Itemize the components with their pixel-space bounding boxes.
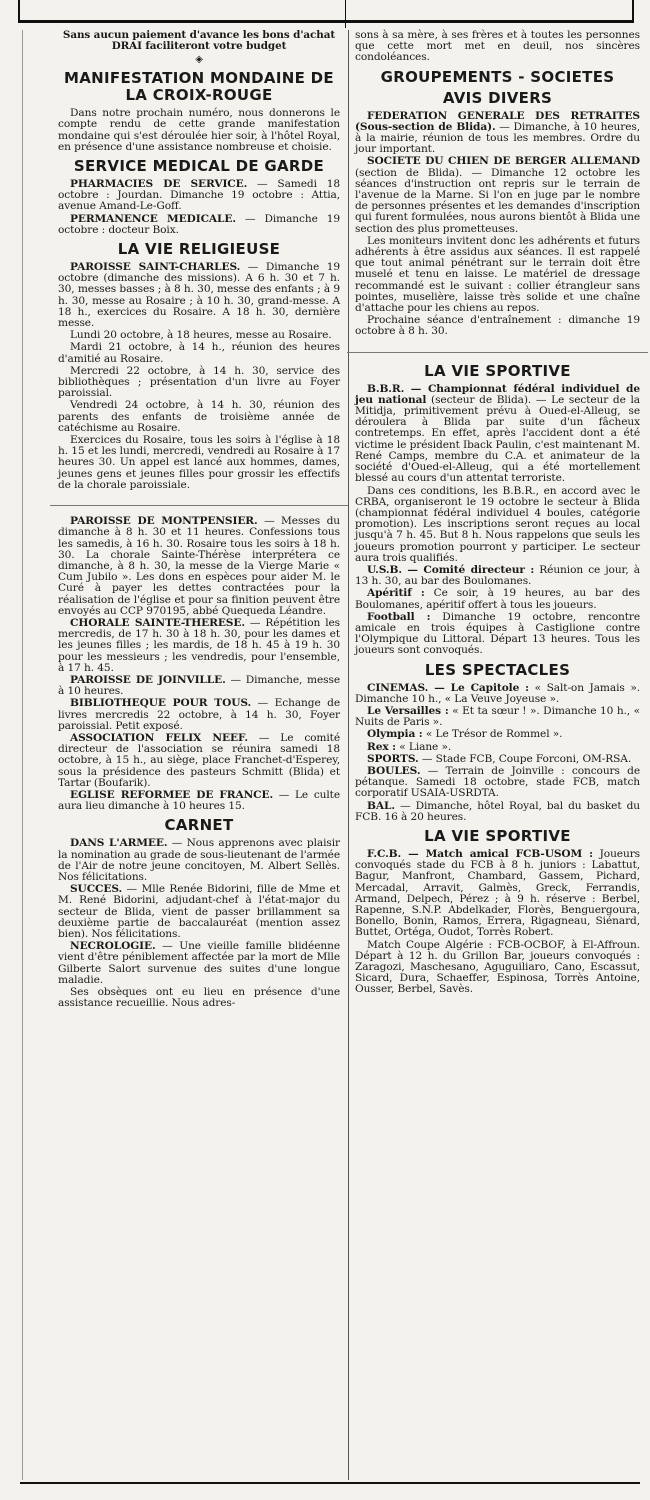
paragraph-montpensier xyxy=(58,516,340,617)
paragraph-permanence xyxy=(58,214,340,236)
heading-carnet: CARNET xyxy=(164,816,234,835)
paragraph-rosaire: Exercices du Rosaire, tous les soirs à l'église à 18 h. 15 et les lundi, mercredi, vendredi au Rosaire à 17 heures 30. Un appel est lancé aux hommes, dames, jeunes gens et jeunes filles pour grossir les effectifs de la chorale paroissiale. xyxy=(58,434,340,491)
page-header-fragment xyxy=(0,0,650,28)
header-box xyxy=(18,0,634,23)
kw-bal: BAL. xyxy=(367,799,395,812)
paragraph-succes xyxy=(58,884,340,940)
kw-chien-berger: SOCIETE DU CHIEN DE BERGER ALLEMAND xyxy=(367,155,640,168)
kw-olympia: Olympia : xyxy=(367,728,423,741)
paragraph-lundi: Lundi 20 octobre, à 18 heures, messe au Rosaire. xyxy=(70,329,332,342)
paragraph-bbr xyxy=(355,384,640,485)
kw-saint-charles: PAROISSE SAINT-CHARLES. xyxy=(70,261,241,274)
column-divider xyxy=(348,30,349,1480)
text-federation: — Dimanche, à 10 heures, à la mairie, réunion de tous les membres. Ordre du jour important. xyxy=(355,120,640,156)
paragraph-usb xyxy=(355,565,640,587)
text-sports: — Stade FCB, Coupe Forconi, OM-RSA. xyxy=(418,752,632,765)
bottom-rule xyxy=(20,1482,640,1484)
kw-football: Football : xyxy=(367,610,431,623)
paragraph-condoleances: sons à sa mère, à ses frères et à toutes les personnes que cette mort met en deuil, nos sincères condoléances. xyxy=(355,29,640,64)
section-separator xyxy=(50,505,348,506)
text-fcb: Joueurs convoqués stade du FCB à 8 h. juniors : Labattut, Bagur, Manfront, Chambard, Gassem, Pichard, Mercadal, Arravit, Galmès, Greck, Ferrandis, Armand, Delpech, Pérez ; à 9 h. réserve : Berbel, Rapenne, S.N.P. Abdelkader, Florès, Benguergoura, Bonello, Bonin, Ramos, Errera, Rigagneau, Siénard, Buttet, Ortéga, Oudot, Torrès Robert. xyxy=(355,847,640,939)
kw-aperitif: Apéritif : xyxy=(367,587,425,600)
paragraph-mardi: Mardi 21 octobre, à 14 h., réunion des heures d'amitié au Rosaire. xyxy=(58,341,340,365)
paragraph-football xyxy=(355,612,640,657)
paragraph-bal xyxy=(355,801,640,823)
text-joinville: — Dimanche, messe à 10 heures. xyxy=(58,673,341,698)
kw-bbr: B.B.R. — Championnat fédéral individuel de jeu national xyxy=(355,382,640,406)
text-versailles: « Et ta sœur ! ». Dimanche 10 h., « Nuits de Paris ». xyxy=(355,704,640,729)
text-succes: — Mlle Renée Bidorini, fille de Mme et M. René Bidorini, adjudant-chef à l'état-major du secteur de Blida, vient de passer brillamment sa deuxième partie de baccalauréat (mention assez bien). Nos félicitations. xyxy=(58,883,340,940)
kw-sports: SPORTS. xyxy=(367,752,419,765)
kw-eglise-reformee: EGLISE REFORMEE DE FRANCE. xyxy=(70,788,274,801)
paragraph-federation xyxy=(355,111,640,156)
kw-federation: FEDERATION GENERALE DES RETRAITES (Sous-section de Blida). xyxy=(355,109,640,133)
paragraph-felix-neef xyxy=(58,733,340,789)
paragraph-obseques: Ses obsèques ont eu lieu en présence d'une assistance recueillie. Nous adres- xyxy=(58,986,340,1010)
text-necrologie: — Une vieille famille blidéenne vient d'être péniblement affectée par la mort de Mlle Gilberte Salort survenue des suites d'une longue maladie. xyxy=(58,940,340,986)
paragraph-necrologie xyxy=(58,941,340,986)
kw-cinemas: CINEMAS. — Le Capitole : xyxy=(367,681,529,694)
heading-vie-sportive-1: LA VIE SPORTIVE xyxy=(424,361,571,380)
kw-montpensier: PAROISSE DE MONTPENSIER. xyxy=(70,515,258,528)
paragraph-manifestation: Dans notre prochain numéro, nous donnerons le compte rendu de cette grande manifestation mondaine qui s'est déroulée hier soir, à l'hôtel Royal, en présence d'une assistance nombreuse et choisie. xyxy=(58,107,340,153)
paragraph-vendredi: Vendredi 24 octobre, à 14 h. 30, réunion des parents des enfants de troisième année de catéchisme au Rosaire. xyxy=(58,399,340,434)
paragraph-olympia xyxy=(355,729,640,740)
heading-vie-religieuse: LA VIE RELIGIEUSE xyxy=(117,240,281,259)
paragraph-versailles xyxy=(355,706,640,728)
heading-service-medical: SERVICE MEDICAL DE GARDE xyxy=(73,157,325,176)
kw-fcb: F.C.B. — Match amical FCB-USOM : xyxy=(367,847,593,860)
paragraph-aperitif xyxy=(355,588,640,610)
text-felix-neef: — Le comité directeur de l'association se réunira samedi 18 octobre, à 15 h., au siège, place Franchet-d'Esperey, sous la présidence des pasteurs Schmitt (Blida) et Tartar (Boufarik). xyxy=(58,731,340,789)
paragraph-conditions: Dans ces conditions, les B.B.R., en accord avec le CRBA, organiseront le 19 octobre le secteur à Blida (championnat fédéral individuel 4 boules, catégorie promotion). Les inscriptions seront reçues au local jusqu'à 7 h. 45. But 8 h. Nous rappelons que seuls les joueurs promotion pourront y participer. Le secteur aura trois qualifiés. xyxy=(355,484,640,564)
text-rex: « Liane ». xyxy=(395,740,452,753)
kw-boules: BOULES. xyxy=(367,764,421,777)
text-chien-berger: (section de Blida). — Dimanche 12 octobre les séances d'instruction ont repris sur le terrain de l'avenue de la Marne. Si l'on en juge par le nombre de personnes présentes et les demandes d'inscription qui furent formulées, nous aurons bientôt à Blida une section des plus prometteuses. xyxy=(355,166,640,235)
margin-rule xyxy=(22,30,23,1480)
paragraph-boules xyxy=(355,766,640,800)
kw-chorale: CHORALE SAINTE-THERESE. xyxy=(70,616,245,629)
kw-pharmacies: PHARMACIES DE SERVICE. xyxy=(70,178,248,191)
paragraph-saint-charles xyxy=(58,262,340,329)
paragraph-joinville xyxy=(58,675,340,697)
kw-necrologie: NECROLOGIE. xyxy=(70,940,156,953)
drai-ad: Sans aucun paiement d'avance les bons d'achat DRAI faciliteront votre budget xyxy=(62,29,336,52)
text-cinemas: « Salt-on Jamais ». Dimanche 10 h., « La Veuve Joyeuse ». xyxy=(355,681,640,705)
paragraph-mercredi: Mercredi 22 octobre, à 14 h. 30, service des bibliothèques ; présentation d'un livre au Foyer paroissial. xyxy=(58,364,340,400)
paragraph-moniteurs: Les moniteurs invitent donc les adhérents et futurs adhérents à être assidus aux séances. Il est rappelé que tout animal pénétrant sur le terrain doit être muselé et tenu en laisse. Le matériel de dressage recommandé est le suivant : collier étrangleur sans pointes, muselière, laisse très solide et une chaîne d'attache pour les chiens au repos. xyxy=(355,234,640,315)
paragraph-cinemas xyxy=(355,683,640,705)
kw-felix-neef: ASSOCIATION FELIX NEEF. xyxy=(70,731,248,744)
right-column xyxy=(355,30,640,997)
kw-permanence: PERMANENCE MEDICALE. xyxy=(70,212,236,225)
paragraph-bibliotheque xyxy=(58,698,340,732)
paragraph-pharmacies xyxy=(58,179,340,213)
kw-rex: Rex : xyxy=(367,740,396,753)
paragraph-prochaine-seance: Prochaine séance d'entraînement : dimanche 19 octobre à 8 h. 30. xyxy=(355,314,640,338)
text-chorale: — Répétition les mercredis, de 17 h. 30 à 18 h. 30, pour les dames et les jeunes filles ; les mardis, de 18 h. 45 à 19 h. 30 pour les messieurs ; les vendredis, pour l'ensemble, à 17 h. 45. xyxy=(58,616,340,674)
kw-armee: DANS L'ARMEE. xyxy=(70,837,168,850)
heading-spectacles: LES SPECTACLES xyxy=(424,660,571,679)
text-saint-charles: — Dimanche 19 octobre (dimanche des missions). A 6 h. 30 et 7 h. 30, messes basses ; à 8 h. 30, messe des enfants ; à 9 h. 30, messe au Rosaire ; à 10 h. 30, grand-messe. A 18 h., exercices du Rosaire. A 18 h. 30, dernière messe. xyxy=(58,261,340,330)
paragraph-rex xyxy=(355,742,640,753)
left-column xyxy=(58,30,340,1010)
kw-versailles: Le Versailles : xyxy=(367,704,449,717)
text-bbr: (secteur de Blida). — Le secteur de la Mitidja, primitivement prévu à Oued-el-Alleug, se déroulera à Blida par suite d'un fâcheux contretemps. En effet, après l'accident dont a été victime le président Iback Paulin, c'est maintenant M. René Camps, membre du C.A. et animateur de la société d'Oued-el-Alleug, qui a été mortellement blessé au cours d'un attentat terroriste. xyxy=(355,393,640,485)
text-football: Dimanche 19 octobre, rencontre amicale en trois équipes à Castiglione contre l'Olympique du Littoral. Départ 13 heures. Tous les joueurs sont convoqués. xyxy=(355,610,640,657)
text-montpensier: — Messes du dimanche à 8 h. 30 et 11 heures. Confessions tous les samedis, à 16 h. 30. Rosaire tous les soirs à 18 h. 30. La chorale Sainte-Thérèse interprétera ce dimanche, à 8 h. 30, la messe de la Vierge Marie « Cum Jubilo ». Les dons en espèces pour aider M. le Curé à payer les dettes contractées pour la réalisation de l'église et pour sa finition peuvent être envoyés au CCP 970195, abbé Quequeda Léandre. xyxy=(58,515,341,617)
paragraph-eglise-reformee xyxy=(58,790,340,812)
kw-succes: SUCCES. xyxy=(70,883,123,896)
kw-usb: U.S.B. — Comité directeur : xyxy=(367,563,535,576)
heading-vie-sportive-2: LA VIE SPORTIVE xyxy=(424,826,571,845)
paragraph-chorale xyxy=(58,618,340,674)
text-boules: — Terrain de Joinville : concours de pétanque. Samedi 18 octobre, stade FCB, match corporatif USAIA-USRDTA. xyxy=(355,764,640,800)
ornament-icon: ◈ xyxy=(195,54,203,65)
kw-bibliotheque: BIBLIOTHEQUE POUR TOUS. xyxy=(70,697,252,710)
text-usb: Réunion ce jour, à 13 h. 30, au bar des Boulomanes. xyxy=(355,563,640,588)
text-armee: — Nous apprenons avec plaisir la nomination au grade de sous-lieutenant de l'armée de l'Air de notre jeune concitoyen, M. Albert Sellès. Nos félicitations. xyxy=(58,837,340,883)
paragraph-sports xyxy=(355,754,640,765)
text-aperitif: Ce soir, à 19 heures, au bar des Boulomanes, apéritif offert à tous les joueurs. xyxy=(355,587,641,611)
heading-groupements: GROUPEMENTS - SOCIETES xyxy=(380,67,615,86)
text-bibliotheque: — Echange de livres mercredis 22 octobre, à 14 h. 30, Foyer paroissial. Petit exposé. xyxy=(58,697,340,732)
paragraph-chien-berger xyxy=(355,156,640,234)
header-divider xyxy=(345,0,346,28)
text-pharmacies: — Samedi 18 octobre : Jourdan. Dimanche 19 octobre : Attia, avenue Amand-Le-Goff. xyxy=(58,178,340,213)
text-permanence: — Dimanche 19 octobre : docteur Boix. xyxy=(58,212,341,236)
kw-joinville: PAROISSE DE JOINVILLE. xyxy=(70,673,226,686)
heading-manifestation: MANIFESTATION MONDAINE DE LA CROIX-ROUGE xyxy=(64,69,334,105)
text-olympia: « Le Trésor de Rommel ». xyxy=(422,728,563,741)
section-separator xyxy=(347,352,648,353)
text-bal: — Dimanche, hôtel Royal, bal du basket du FCB. 16 à 20 heures. xyxy=(355,799,640,823)
paragraph-fcb xyxy=(355,849,640,939)
heading-avis-divers: AVIS DIVERS xyxy=(442,88,553,107)
paragraph-coupe-algerie: Match Coupe Algérie : FCB-OCBOF, à El-Affroun. Départ à 12 h. du Grillon Bar, joueurs convoqués : Zaragozi, Maschesano, Aguguiliaro, Cano, Escassut, Sicard, Dura, Schaeffer, Espinosa, Torrès Antoine, Ousser, Berbel, Savès. xyxy=(355,938,640,996)
paragraph-armee xyxy=(58,838,340,883)
text-eglise-reformee: — Le culte aura lieu dimanche à 10 heures 15. xyxy=(58,788,340,813)
